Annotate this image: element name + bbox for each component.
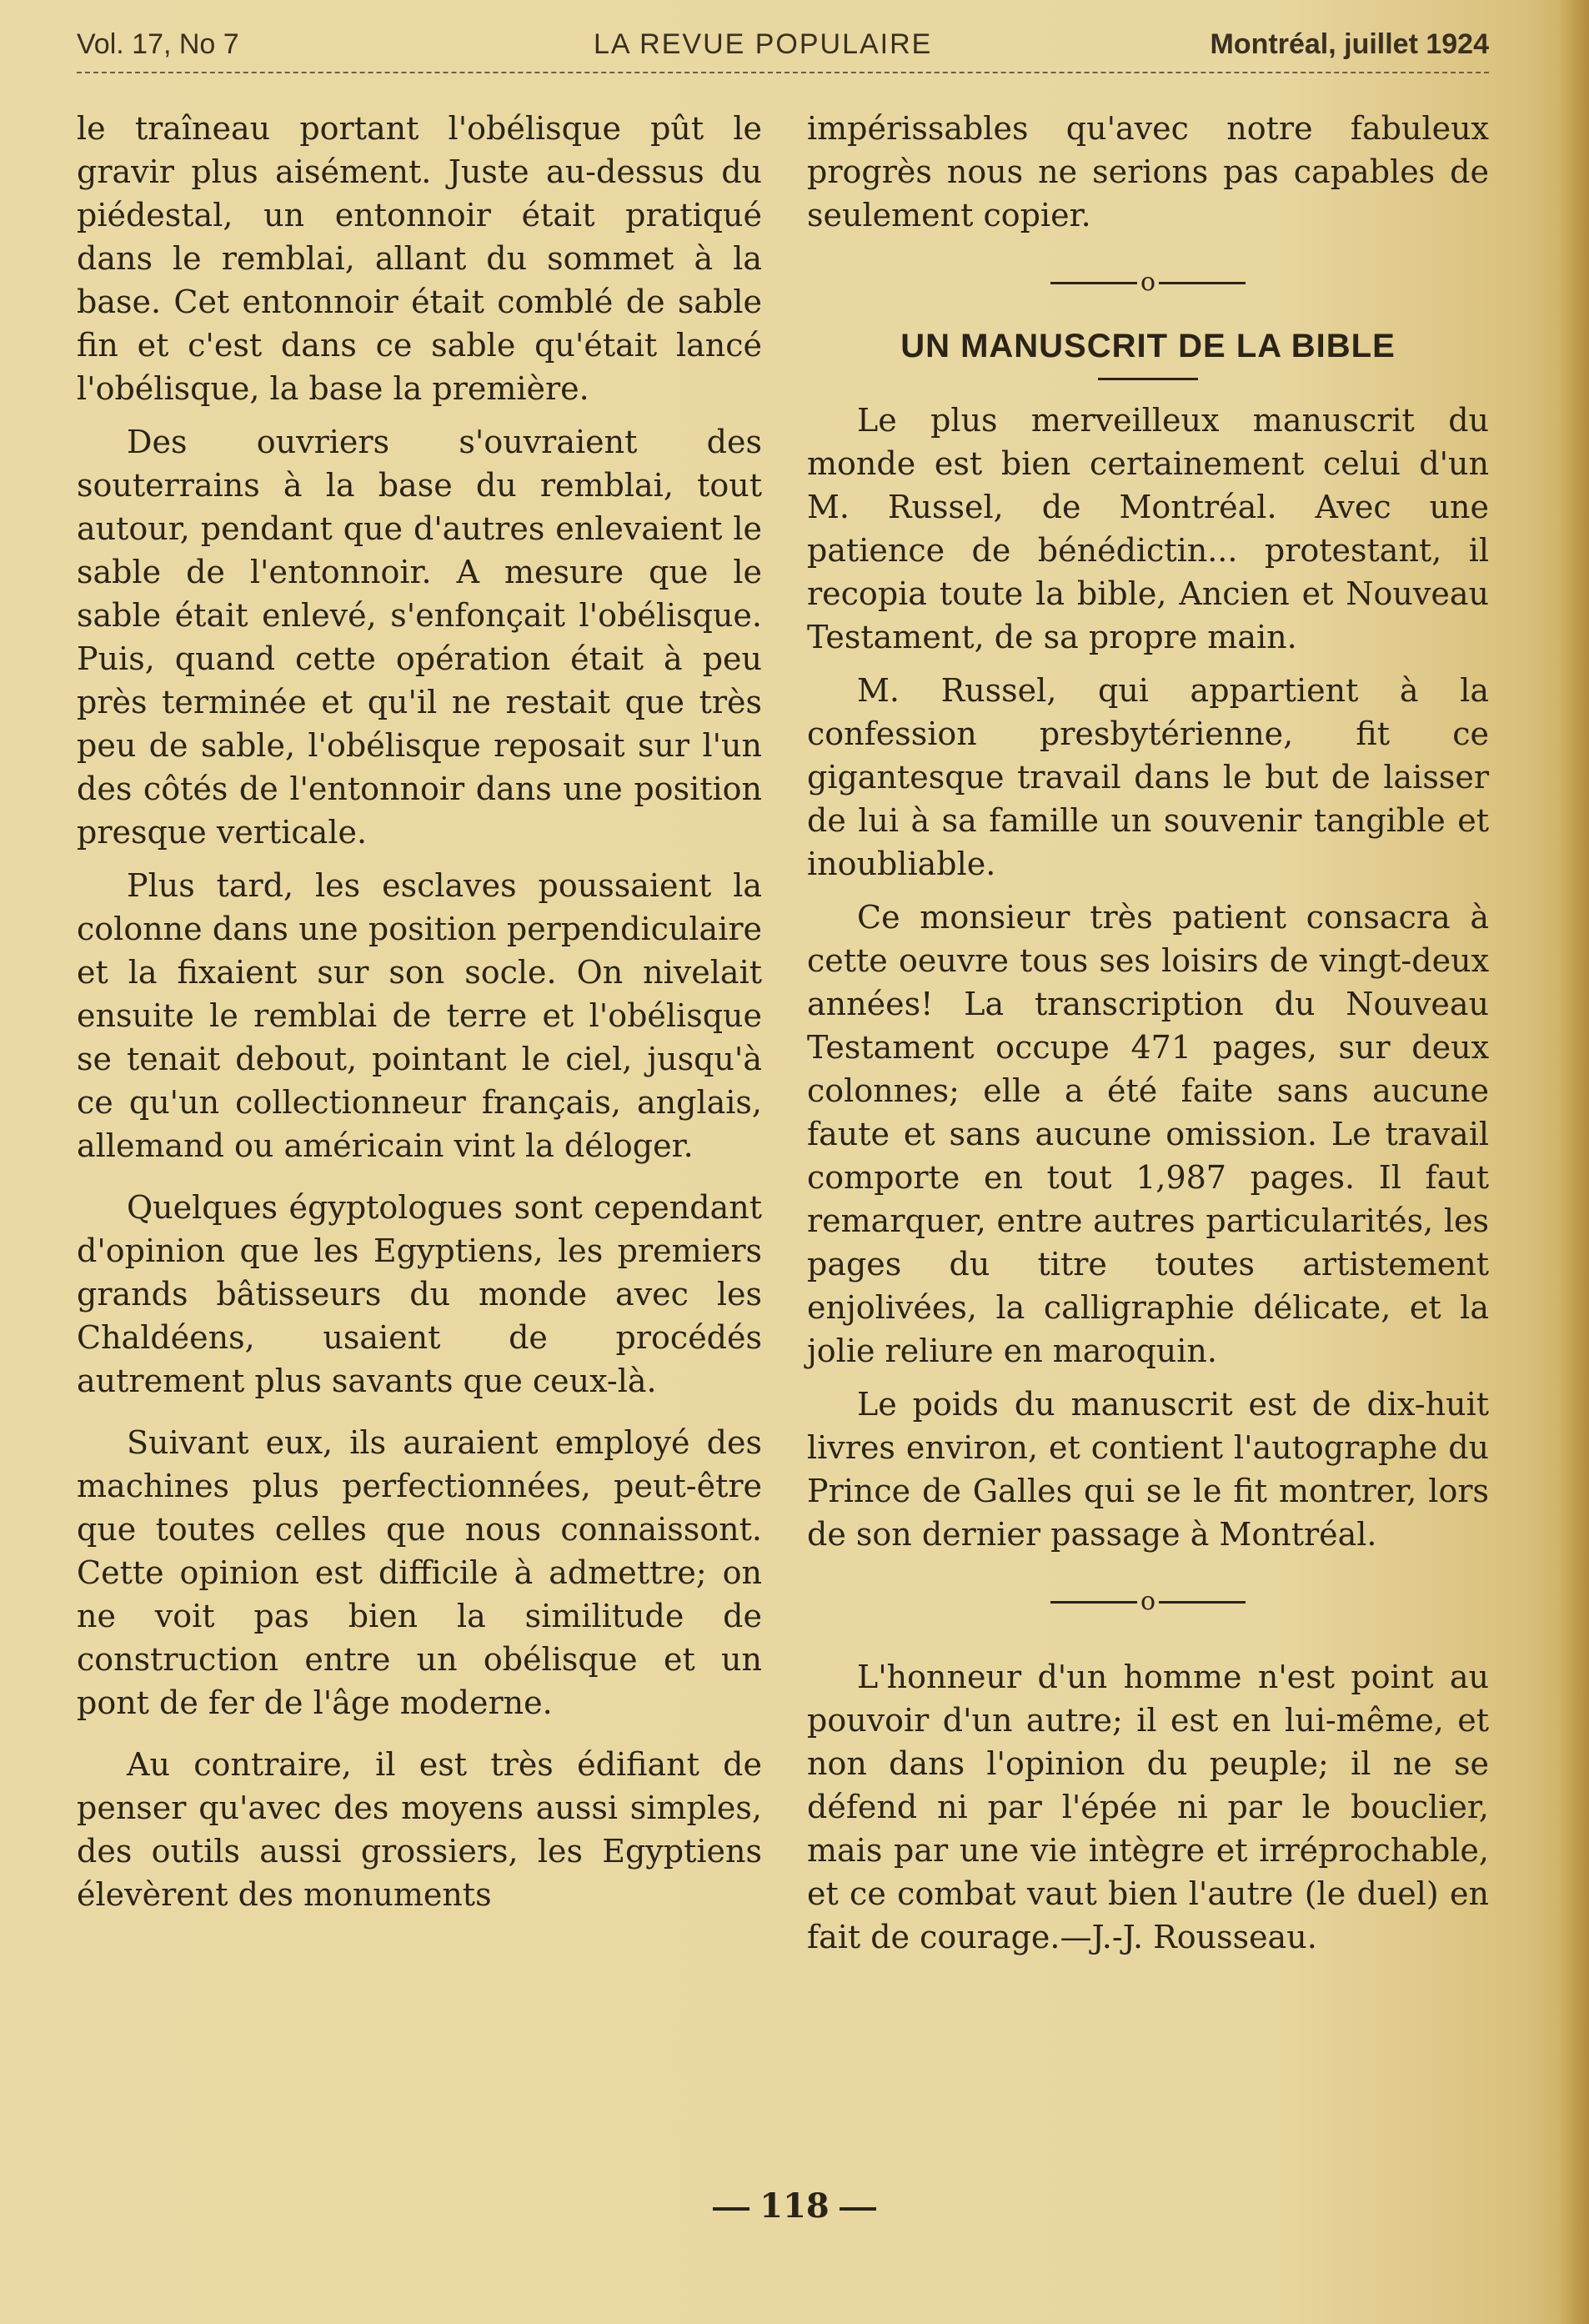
header-rule [77, 72, 1489, 73]
paragraph: Ce monsieur très patient consacra à cette oeuvre tous ses loisirs de vingt-deux années! La transcription du Nouveau Testament occupe 471 pages, sur deux colonnes; elle a été faite sans aucune faute et sans aucune omission. Le travail comporte en tout 1,987 pages. Il faut remarquer, entre autres particularités, les pages du titre toutes artistement enjolivées, la calligraphie délicate, et la jolie reliure en maroquin. [807, 899, 1489, 1369]
page-number: 118 [759, 2186, 830, 2226]
title-rule [1098, 378, 1198, 380]
article-title: UN MANUSCRIT DE LA BIBLE [900, 328, 1396, 364]
footer-dash [713, 2207, 749, 2211]
dateline: Montréal, juillet 1924 [1210, 28, 1489, 60]
paragraph-continuation: impérissables qu'avec notre fabuleux progrès nous ne serions pas capables de seulement copier. [807, 110, 1489, 233]
divider-dash [1159, 1601, 1246, 1604]
publication-title: LA REVUE POPULAIRE [594, 28, 933, 60]
page-edge-shadow [1559, 0, 1589, 2324]
right-column [807, 107, 1489, 1969]
footer-dash [840, 2207, 876, 2211]
page-footer [0, 2186, 1589, 2226]
volume-number: Vol. 17, No 7 [77, 28, 239, 60]
paragraph: Le plus merveilleux manuscrit du monde est bien certainement celui d'un M. Russel, de Montréal. Avec une patience de bénédictin... protestant, il recopia toute la bible, Ancien et Nouveau Testament, de sa propre main. [807, 402, 1489, 655]
left-column [77, 107, 762, 1926]
paragraph: le traîneau portant l'obélisque pût le gravir plus aisément. Juste au-dessus du piédestal, un entonnoir était pratiqué dans le remblai, allant du sommet à la base. Cet entonnoir était comblé de sable fin et c'est dans ce sable qu'était lancé l'obélisque, la base la première. [77, 110, 762, 407]
paragraph: Au contraire, il est très édifiant de penser qu'avec des moyens aussi simples, des outils aussi grossiers, les Egyptiens élevèrent des monuments [77, 1746, 762, 1913]
divider-dash [1159, 282, 1246, 284]
divider-dash [1050, 282, 1137, 284]
paragraph: Des ouvriers s'ouvraient des souterrains à la base du remblai, tout autour, pendant que d'autres enlevaient le sable de l'entonnoir. A mesure que le sable était enlevé, s'enfonçait l'obélisque. Puis, quand cette opération était à peu près terminée et qu'il ne restait que très peu de sable, l'obélisque reposait sur l'un des côtés de l'entonnoir dans une position presque verticale. [77, 424, 762, 851]
section-divider [807, 1584, 1489, 1619]
divider-mark: o [1140, 268, 1156, 297]
paragraph: Suivant eux, ils auraient employé des machines plus perfectionnées, peut-être que toutes celles que nous connaissont. Cette opinion est difficile à admettre; on ne voit pas bien la similitude de construction entre un obélisque et un pont de fer de l'âge moderne. [77, 1424, 762, 1721]
paragraph: Quelques égyptologues sont cependant d'opinion que les Egyptiens, les premiers grands bâtisseurs du monde avec les Chaldéens, usaient de procédés autrement plus savants que ceux-là. [77, 1189, 762, 1399]
paragraph: M. Russel, qui appartient à la confession presbytérienne, fit ce gigantesque travail dans le but de laisser de lui à sa famille un souvenir tangible et inoubliable. [807, 672, 1489, 882]
divider-dash [1050, 1601, 1137, 1604]
running-header [77, 25, 1489, 68]
paragraph: Plus tard, les esclaves poussaient la colonne dans une position perpendiculaire et la fixaient sur son socle. On nivelait ensuite le remblai de terre et l'obélisque se tenait debout, pointant le ciel, jusqu'à ce qu'un collectionneur français, anglais, allemand ou américain vint la déloger. [77, 867, 762, 1164]
quote-paragraph: L'honneur d'un homme n'est point au pouvoir d'un autre; il est en lui-même, et non dans l'opinion du peuple; il ne se défend ni par l'épée ni par le bouclier, mais par une vie intègre et irréprochable, et ce combat vaut bien l'autre (le duel) en fait de courage.—J.-J. Rousseau. [807, 1659, 1489, 1955]
section-divider [807, 265, 1489, 299]
paragraph: Le poids du manuscrit est de dix-huit livres environ, et contient l'autographe du Prince de Galles qui se le fit montrer, lors de son dernier passage à Montréal. [807, 1386, 1489, 1553]
divider-mark: o [1140, 1587, 1156, 1616]
